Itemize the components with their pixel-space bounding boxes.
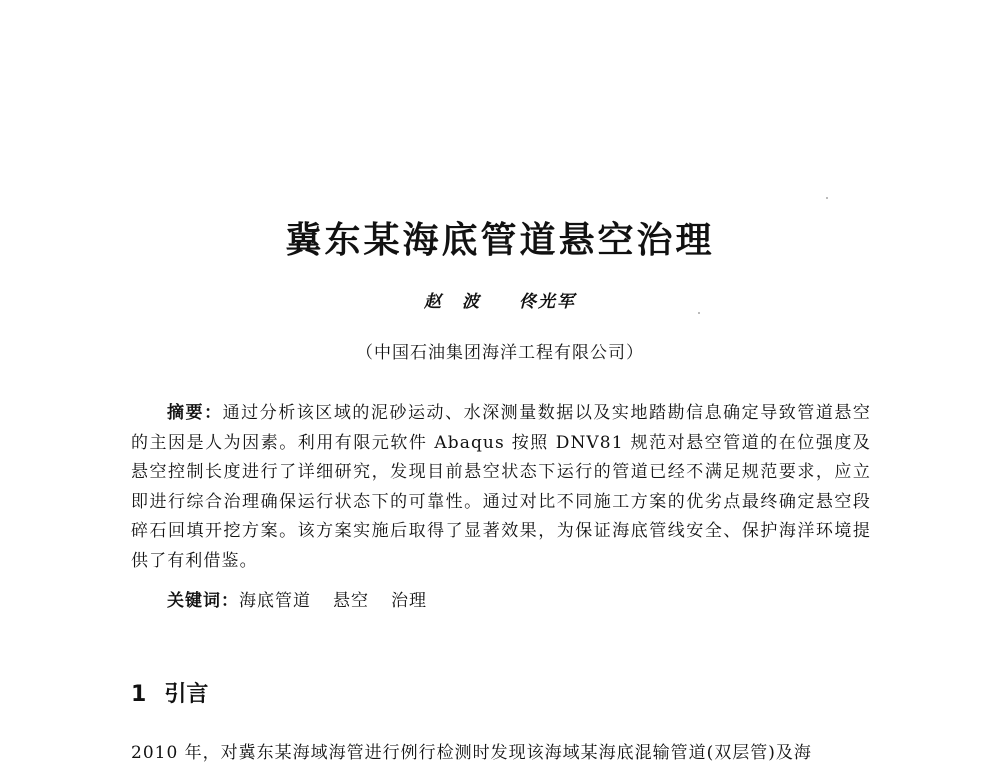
keyword: 海底管道	[239, 591, 311, 611]
body-text-first-line: 2010 年，对冀东某海域海管进行例行检测时发现该海域某海底混输管道(双层管)及海	[131, 743, 812, 763]
paper-title: 冀东某海底管道悬空治理	[285, 220, 715, 261]
section-number: 1	[131, 682, 147, 707]
section-heading	[131, 677, 208, 708]
abstract	[131, 399, 871, 576]
abstract-label: 摘要：	[167, 403, 223, 423]
author-name: 佟光军	[518, 292, 576, 312]
keyword: 悬空	[333, 591, 369, 611]
author-list	[0, 287, 1000, 312]
author-name: 赵 波	[424, 292, 482, 312]
scan-speck	[698, 312, 700, 314]
scan-speck	[826, 197, 828, 199]
section-title: 引言	[164, 682, 209, 707]
keywords	[167, 586, 449, 611]
keywords-label: 关键词：	[167, 591, 239, 611]
abstract-text: 通过分析该区域的泥砂运动、水深测量数据以及实地踏勘信息确定导致管道悬空的主因是人为因素。利用有限元软件 Abaqus 按照 DNV81 规范对悬空管道的在位强度及悬空控制长度进行了详细研究，发现目前悬空状态下运行的管道已经不满足规范要求，应立即进行综合治理确保运行状态下的可靠性。通过对比不同施工方案的优劣点最终确定悬空段碎石回填开挖方案。该方案实施后取得了显著效果，为保证海底管线安全、保护海洋环境提供了有利借鉴。	[131, 403, 871, 571]
affiliation: （中国石油集团海洋工程有限公司）	[356, 343, 644, 363]
keyword: 治理	[391, 591, 427, 611]
